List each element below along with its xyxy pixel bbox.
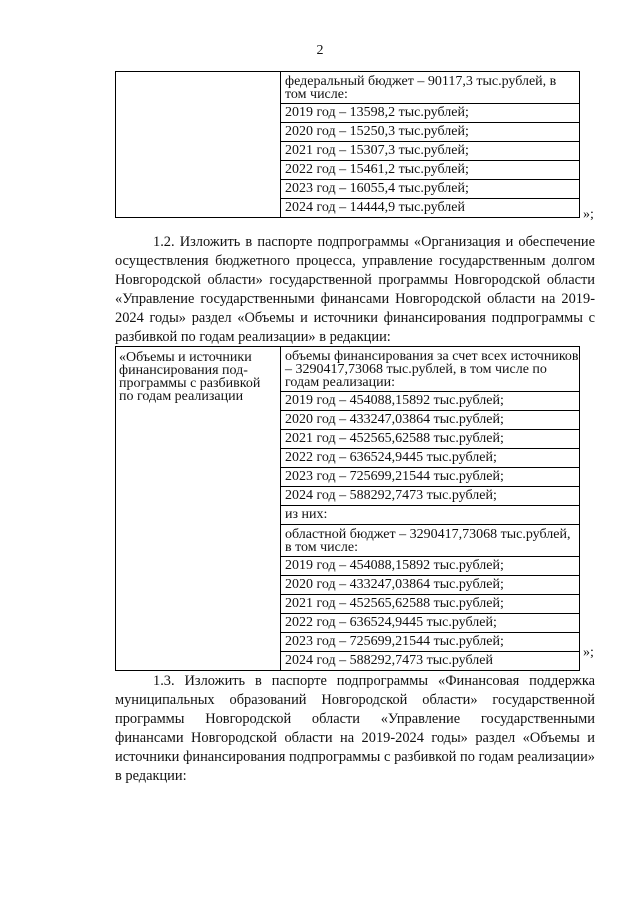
- table1-left-cell: [116, 72, 281, 218]
- table2-item: 2019 год – 454088,15892 тыс.рублей;: [281, 392, 579, 411]
- table2-right-cell: [281, 347, 580, 671]
- paragraph-1-3: [115, 672, 595, 786]
- table1-ending: »;: [583, 207, 594, 222]
- table1-right-cell: [281, 72, 580, 218]
- table2-item: 2023 год – 725699,21544 тыс.рублей;: [281, 633, 579, 652]
- table2-item: объемы финансирования за счет всех источников – 3290417,73068 тыс.рублей, в том числе по годам реализации:: [281, 347, 579, 392]
- table-funding-sources: [115, 346, 580, 671]
- table2-item: 2023 год – 725699,21544 тыс.рублей;: [281, 468, 579, 487]
- table2-item: из них:: [281, 506, 579, 525]
- table2-ending: »;: [583, 645, 594, 660]
- table2-item: 2021 год – 452565,62588 тыс.рублей;: [281, 595, 579, 614]
- paragraph-1-2-text: 1.2. Изложить в паспорте подпрограммы «Организация и обеспечение осуществления бюджетного процесса, управление государственным долгом Новгородской области» государственной программы Новгородской области «Управление государственными финансами Новгородской области на 2019-2024 годы» раздел «Объемы и источники финансирования подпрограммы с разбивкой по годам реализации» в редакции:: [115, 234, 595, 345]
- table1-item: 2021 год – 15307,3 тыс.рублей;: [281, 142, 579, 161]
- table2-item: 2022 год – 636524,9445 тыс.рублей;: [281, 614, 579, 633]
- table1-item: 2020 год – 15250,3 тыс.рублей;: [281, 123, 579, 142]
- table1-item: 2022 год – 15461,2 тыс.рублей;: [281, 161, 579, 180]
- table1-item: 2023 год – 16055,4 тыс.рублей;: [281, 180, 579, 199]
- table2-item: 2022 год – 636524,9445 тыс.рублей;: [281, 449, 579, 468]
- table2-item: 2024 год – 588292,7473 тыс.рублей: [285, 653, 493, 668]
- table2-item: 2024 год – 588292,7473 тыс.рублей;: [281, 487, 579, 506]
- table1-item: федеральный бюджет – 90117,3 тыс.рублей, в том числе:: [281, 72, 579, 104]
- table2-item: 2020 год – 433247,03864 тыс.рублей;: [281, 411, 579, 430]
- table2-item: областной бюджет – 3290417,73068 тыс.рублей, в том числе:: [281, 525, 579, 557]
- table2-item: 2020 год – 433247,03864 тыс.рублей;: [281, 576, 579, 595]
- table2-item: 2019 год – 454088,15892 тыс.рублей;: [281, 557, 579, 576]
- page-number: 2: [316, 43, 324, 58]
- table2-left-cell: «Объемы и источники финансирования под-программы с разбивкой по годам реализации: [116, 347, 281, 671]
- table1-item: 2024 год – 14444,9 тыс.рублей: [285, 200, 465, 215]
- table1-item: 2019 год – 13598,2 тыс.рублей;: [281, 104, 579, 123]
- table-federal-budget: [115, 71, 580, 218]
- paragraph-1-3-text: 1.3. Изложить в паспорте подпрограммы «Финансовая поддержка муниципальных образований Новгородской области» государственной программы Новгородской области «Управление государственными финансами Новгородской области на 2019-2024 годы» раздел «Объемы и источники финансирования подпрограммы с разбивкой по годам реализации» в редакции:: [115, 673, 595, 784]
- table2-item: 2021 год – 452565,62588 тыс.рублей;: [281, 430, 579, 449]
- paragraph-1-2: [115, 233, 595, 347]
